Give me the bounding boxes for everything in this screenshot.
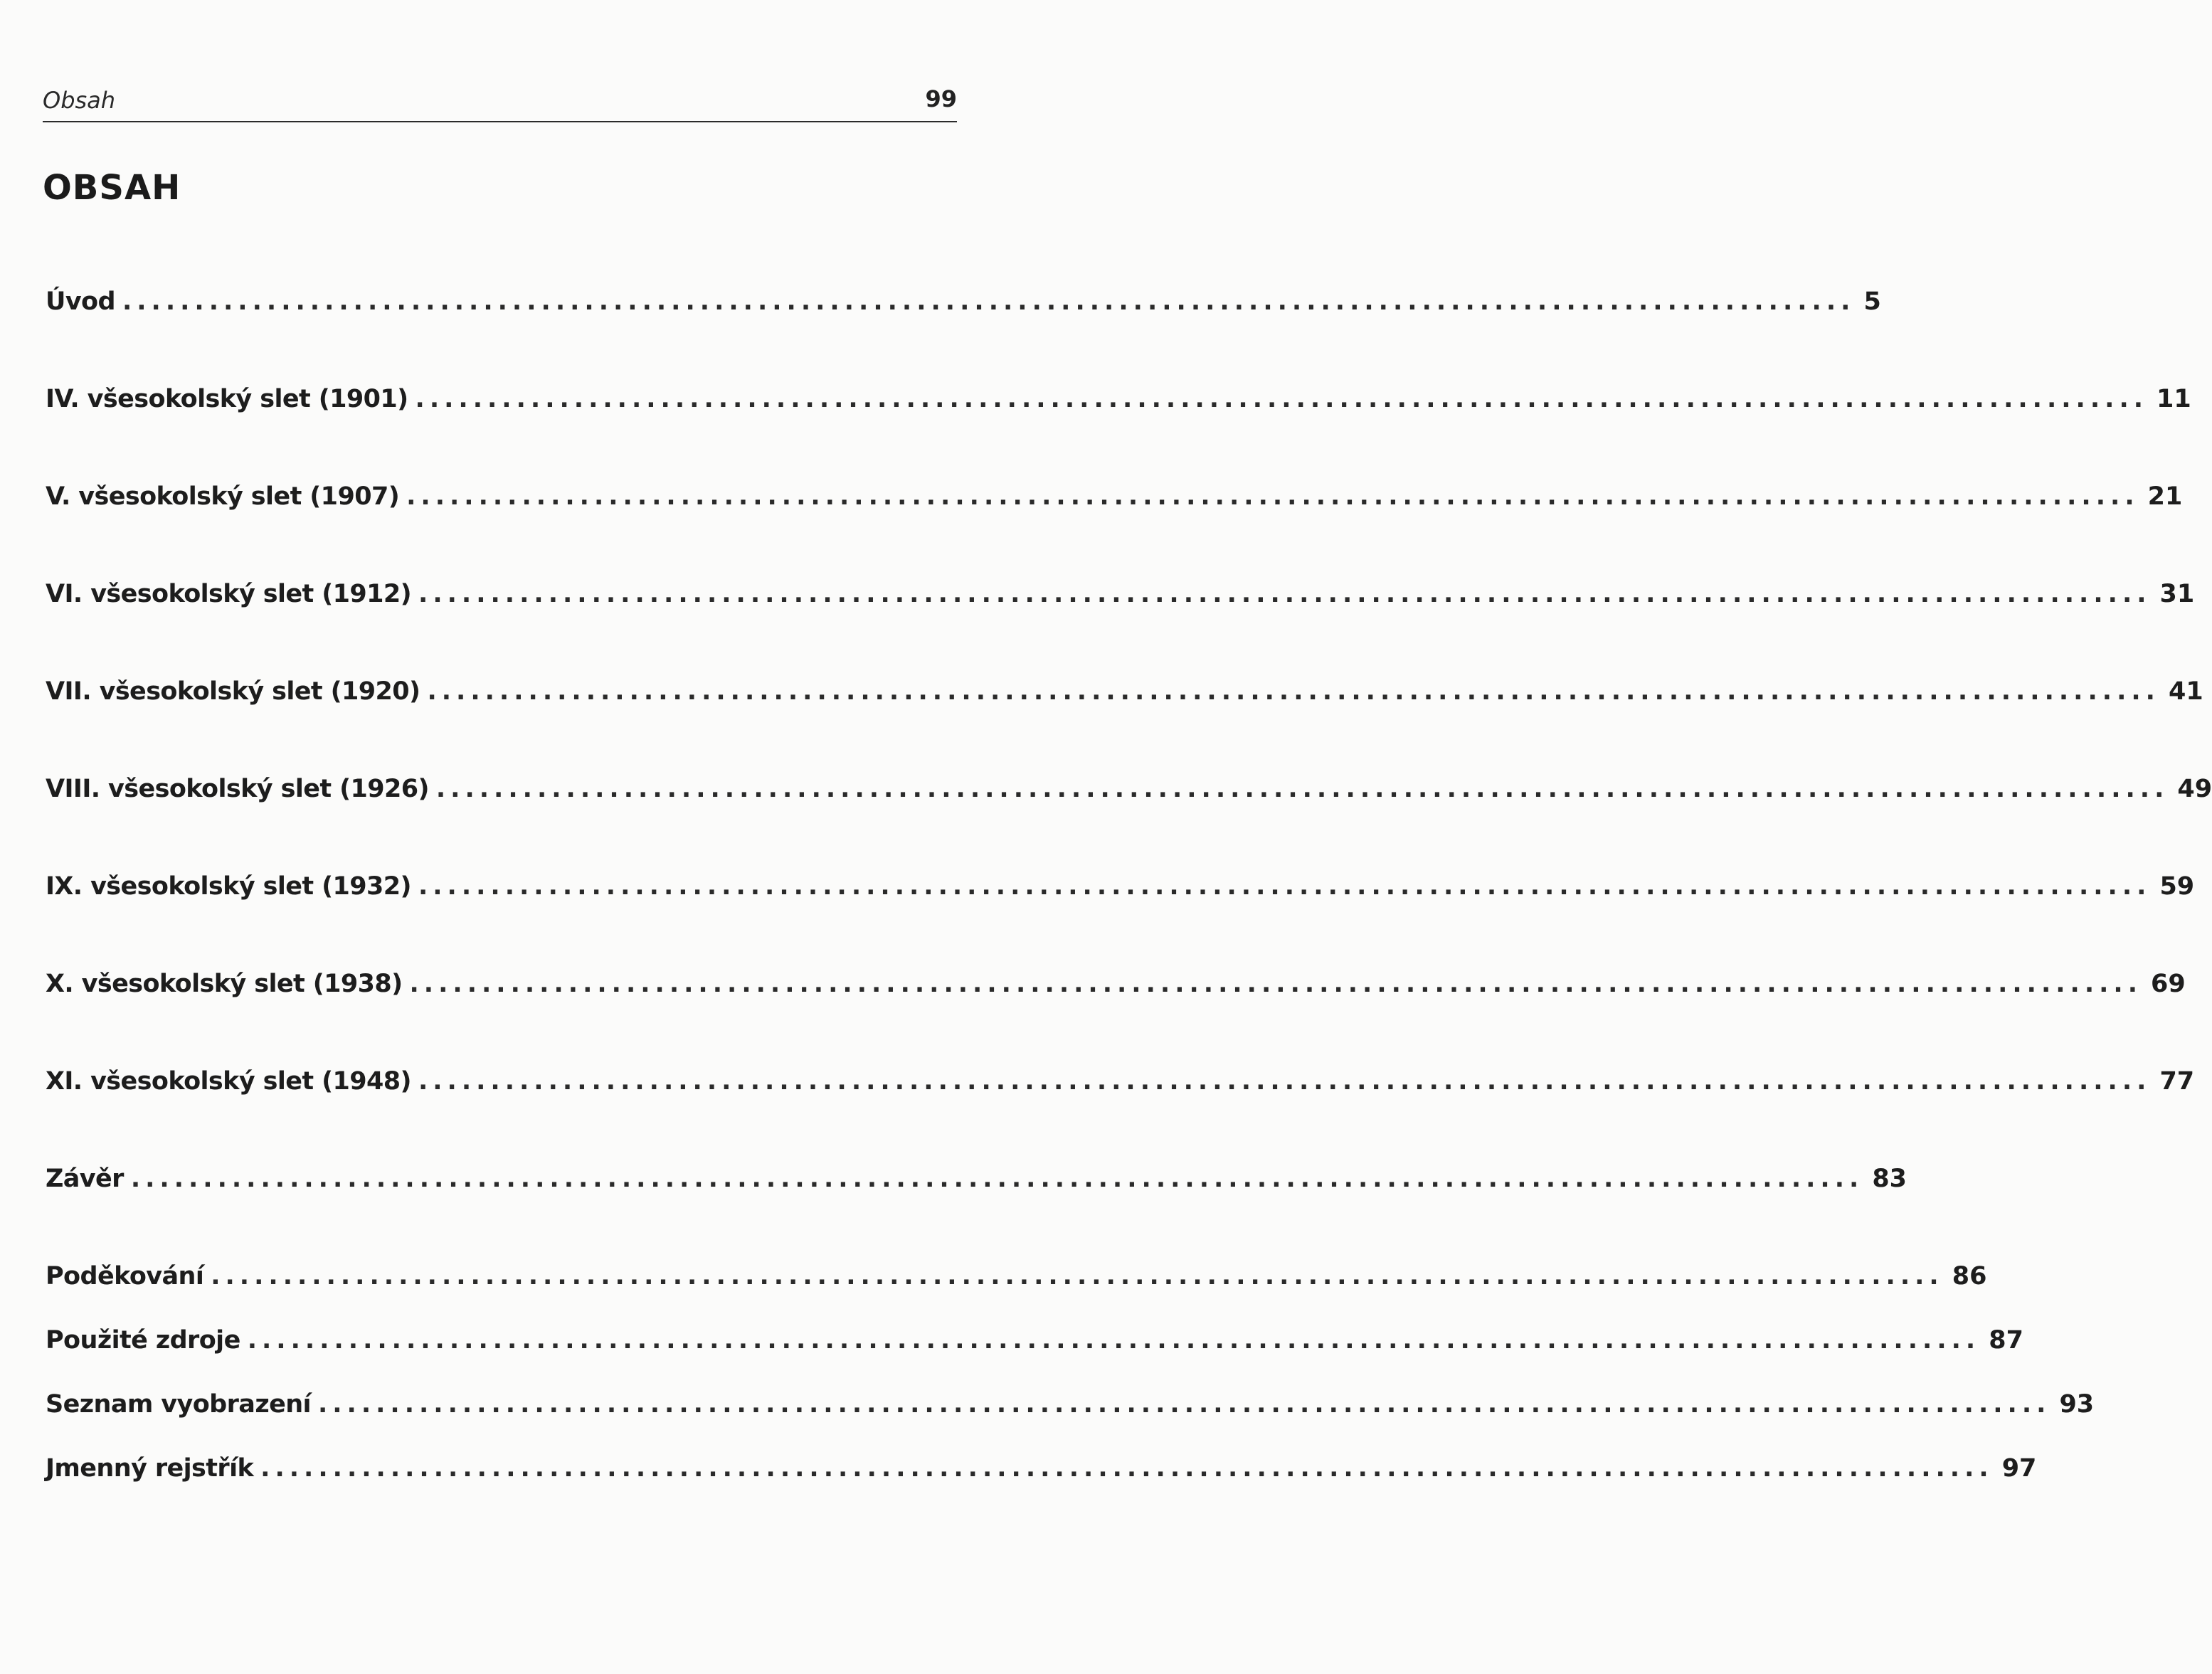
page-number: 99 <box>925 85 957 112</box>
toc-entry-title: Použité zdroje <box>46 1326 240 1355</box>
dot-leader: ........................................................................................................................ <box>409 970 2143 998</box>
toc-entry-title: VI. všesokolský slet (1912) <box>46 580 412 608</box>
toc-entry <box>46 482 2183 519</box>
dot-leader: ........................................................................................................................ <box>317 1390 2051 1419</box>
toc-entry-title: X. všesokolský slet (1938) <box>46 970 403 998</box>
toc-entry-title: XI. všesokolský slet (1948) <box>46 1067 411 1096</box>
toc-entry <box>46 1165 1907 1202</box>
toc-entry-title: IV. všesokolský slet (1901) <box>46 385 408 413</box>
toc-entry <box>46 775 2212 812</box>
dot-leader: ........................................................................................................................ <box>122 287 1856 316</box>
toc-entry-page: 69 <box>2151 970 2186 998</box>
toc-entry-page: 11 <box>2157 385 2191 413</box>
toc-entry <box>46 970 2186 1007</box>
toc-entry-title: V. všesokolský slet (1907) <box>46 482 400 511</box>
toc-entry-title: Poděkování <box>46 1262 204 1291</box>
dot-leader: ........................................................................................................................ <box>415 385 2149 413</box>
toc-entry <box>46 1390 2095 1427</box>
toc-entry-page: 49 <box>2177 775 2212 803</box>
toc-entry <box>46 677 2203 714</box>
toc-entry-title: Závěr <box>46 1165 124 1193</box>
toc-entry <box>46 1326 2023 1363</box>
toc-entry <box>46 1067 2195 1104</box>
toc-entry-page: 86 <box>1952 1262 1987 1291</box>
running-header <box>43 84 957 122</box>
toc-entry-page: 31 <box>2159 580 2195 608</box>
dot-leader: ........................................................................................................................ <box>130 1165 1864 1193</box>
toc-entry-title: VIII. všesokolský slet (1926) <box>46 775 429 803</box>
toc-entry-title: Úvod <box>46 287 115 316</box>
toc-entry-title: IX. všesokolský slet (1932) <box>46 872 411 901</box>
toc-entry-page: 97 <box>2001 1454 2037 1483</box>
toc-entry-title: VII. všesokolský slet (1920) <box>46 677 420 706</box>
running-title: Obsah <box>43 87 116 114</box>
dot-leader: ........................................................................................................................ <box>247 1326 1981 1355</box>
toc-entry <box>46 872 2195 909</box>
toc-entry-page: 83 <box>1872 1165 1907 1193</box>
toc-entry <box>46 1454 2037 1491</box>
contents-heading: OBSAH <box>43 168 181 208</box>
dot-leader: ........................................................................................................................ <box>418 872 2152 901</box>
toc-entry-page: 21 <box>2147 482 2183 511</box>
toc-entry-page: 5 <box>1863 287 1881 316</box>
toc-entry-page: 93 <box>2059 1390 2095 1419</box>
toc-entry-page: 59 <box>2159 872 2195 901</box>
toc-entry <box>46 385 2191 422</box>
toc-entry-title: Seznam vyobrazení <box>46 1390 311 1419</box>
dot-leader: ........................................................................................................................ <box>211 1262 1944 1291</box>
toc-entry-page: 87 <box>1989 1326 2023 1355</box>
dot-leader: ........................................................................................................................ <box>418 580 2152 608</box>
toc-entry <box>46 580 2195 617</box>
toc-entry-page: 41 <box>2168 677 2203 706</box>
toc-entry-page: 77 <box>2159 1067 2195 1096</box>
toc-entry-title: Jmenný rejstřík <box>46 1454 254 1483</box>
dot-leader: ........................................................................................................................ <box>435 775 2169 803</box>
dot-leader: ........................................................................................................................ <box>260 1454 1994 1483</box>
dot-leader: ........................................................................................................................ <box>418 1067 2152 1096</box>
dot-leader: ........................................................................................................................ <box>406 482 2139 511</box>
toc-entry <box>46 1262 1987 1299</box>
dot-leader: ........................................................................................................................ <box>427 677 2160 706</box>
toc-entry <box>46 287 1881 324</box>
